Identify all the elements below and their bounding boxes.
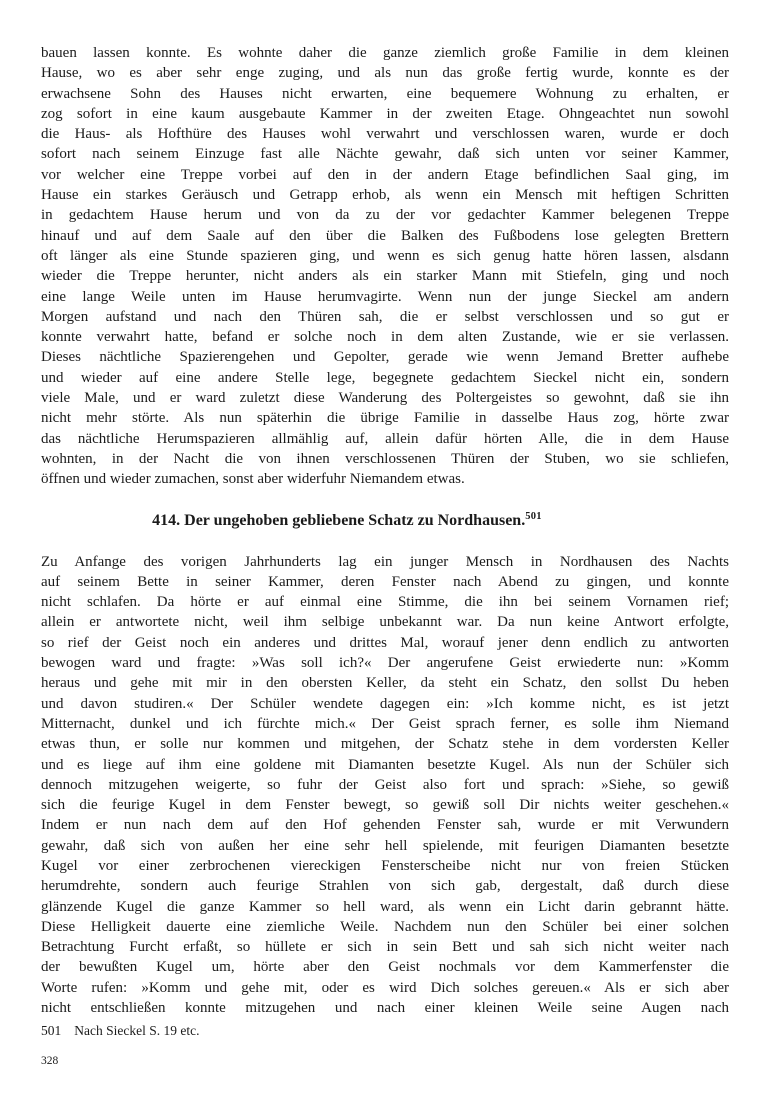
- text-line: bewogen ward und fragte: »Was soll ich?« Der angerufene Geist erwiederte nun: »Komm: [41, 655, 729, 672]
- text-line: wohnten, in der Nacht die von ihnen verschlossenen Thüren der Stuben, wo sie schliefen,: [41, 450, 729, 467]
- footnote: [41, 1022, 729, 1039]
- text-line: etwas thun, er solle nur kommen und mitgehen, der Schatz stehe in dem vordersten Keller: [41, 736, 729, 753]
- text-line: glänzende Kugel die ganze Kammer so hell ward, als wenn ein Licht darin gebrannt hätte.: [41, 898, 729, 915]
- footnote-marker: 501: [41, 1023, 62, 1039]
- text-line: Dieses nächtliche Spazierengehen und Gepolter, gerade wie wenn Jemand Bretter aufhebe: [41, 349, 729, 366]
- text-line: gewahr, daß sich von außen her eine sehr hell spielende, mit feurigen Diamanten besetzte: [41, 837, 729, 854]
- text-line: hinauf und auf dem Saale auf den über die Balken des Fußbodens lose gelegten Brettern: [41, 227, 729, 244]
- section-heading-title: 414. Der ungehoben gebliebene Schatz zu Nordhausen.: [152, 511, 526, 529]
- text-line: und es liege auf ihm eine goldene mit Diamanten besetzte Kugel. Als nun der Schüler sich: [41, 756, 729, 773]
- text-line: Diese Helligkeit dauerte eine ziemliche Weile. Nachdem nun den Schüler bei einer solchen: [41, 918, 729, 935]
- text-line: öffnen und wieder zumachen, sonst aber widerfuhr Niemandem etwas.: [41, 471, 465, 488]
- text-line: in gedachtem Hause herum und von da zu der vor gedachter Kammer belegenen Treppe: [41, 207, 729, 224]
- paragraph-continuation: [41, 43, 729, 490]
- paragraph-story: [41, 552, 729, 1019]
- text-line: bauen lassen konnte. Es wohnte daher die ganze ziemlich große Familie in dem kleinen: [41, 45, 729, 61]
- text-line: nicht schlafen. Da hörte er auf einmal eine Stimme, die ihn bei seinem Vornamen rief;: [41, 594, 729, 611]
- text-line: wieder die Treppe herunter, nicht anders als ein starker Mann mit Stiefeln, ging und noch: [41, 268, 729, 285]
- text-line: Kugel vor einer zerbrochenen viereckigen Fensterscheibe nicht nur von freien Stücken: [41, 857, 729, 874]
- text-line: zog sofort in eine kaum ausgebaute Kammer in der zweiten Etage. Ohngeachtet nun sowohl: [41, 105, 729, 122]
- text-line: heraus und gehe mit mir in den obersten Keller, da steht ein Schatz, den sollst Du heben: [41, 675, 729, 692]
- text-line: allein er antwortete nicht, weil ihm selbige unbekannt war. Da nun keine Antwort erfolgte,: [41, 614, 729, 631]
- text-line: Betrachtung Furcht erfaßt, so hüllete er sich in sein Bett und sah sich nicht weiter nach: [41, 939, 729, 956]
- footnote-reference-superscript: 501: [525, 511, 542, 523]
- text-line: so rief der Geist noch ein anderes und drittes Mal, worauf jener denn endlich zu antworten: [41, 634, 729, 651]
- text-line: erwachsene Sohn des Hauses nicht erwarten, eine bequemere Wohnung zu erhalten, er: [41, 85, 729, 102]
- text-line: das nächtliche Herumspazieren allmählig auf, allein dafür hörten Alle, die in dem Hause: [41, 430, 729, 447]
- text-line: viele Male, und er ward zuletzt diese Wanderung des Poltergeistes so gewohnt, daß sie ihn: [41, 390, 729, 407]
- text-line: dennoch mitzugehen weigerte, so fuhr der Geist also fort und sprach: »Siehe, so gewiß: [41, 776, 729, 793]
- text-line: und davon studiren.« Der Schüler wendete dagegen ein: »Ich komme nicht, es ist jetzt: [41, 695, 729, 712]
- text-line: die Haus- als Hofthüre des Hauses wohl verwahrt und verschlossen waren, wurde er doch: [41, 126, 729, 143]
- text-line: Mitternacht, dunkel und ich fürchte mich.« Der Geist sprach ferner, es solle ihm Niemand: [41, 715, 729, 732]
- text-line: Hause, wo es aber sehr enge zuging, und als nun das große fertig wurde, konnte es der: [41, 65, 729, 82]
- text-line: oft länger als eine Stunde spazieren ging, und wenn es sich genug hatte hören lassen, alsdann: [41, 247, 729, 264]
- text-line: vor welcher eine Treppe vorbei auf den in der andern Etage befindlichen Saal ging, im: [41, 166, 729, 183]
- text-line: Zu Anfange des vorigen Jahrhunderts lag ein junger Mensch in Nordhausen des Nachts: [41, 553, 729, 570]
- text-line: der bewußten Kugel um, hörte aber den Geist nochmals vor dem Kammerfenster die: [41, 959, 729, 976]
- text-line: sich die feurige Kugel in dem Fenster bewegt, so gewiß soll Dir nichts weiter geschehen.«: [41, 797, 729, 814]
- text-line: Worte rufen: »Komm und gehe mit, oder es wird Dich solches gereuen.« Als er sich aber: [41, 979, 729, 996]
- text-line: auf seinem Bette in seiner Kammer, deren Fenster nach Abend zu gingen, und konnte: [41, 573, 729, 590]
- text-line: Hause ein starkes Geräusch und Getrapp erhob, als wenn ein Mensch mit heftigen Schritten: [41, 187, 729, 204]
- text-line: eine lange Weile unten im Hause herumvagirte. Wenn nun der junge Sieckel am andern: [41, 288, 729, 305]
- text-line: herumdrehte, sondern auch feurige Strahlen von sich gab, dergestalt, daß durch diese: [41, 878, 729, 895]
- footnote-text: Nach Sieckel S. 19 etc.: [74, 1023, 200, 1039]
- section-heading: [3, 510, 691, 534]
- text-line: nicht entschließen konnte mitzugehen und nach einer kleinen Weile seine Augen nach: [41, 1000, 729, 1017]
- text-line: nicht mehr störte. Als nun späterhin die übrige Familie in dasselbe Haus zog, hörte zwar: [41, 410, 729, 427]
- page-number: 328: [41, 1055, 59, 1068]
- text-line: Morgen aufstand und nach den Thüren sah, die er selbst verschlossen und so gut er: [41, 308, 729, 325]
- text-line: konnte verwahrt hatte, befand er solche noch in dem alten Zustande, wie er sie verlassen.: [41, 329, 729, 346]
- text-line: Indem er nun nach dem auf den Hof gehenden Fenster sah, wurde er mit Verwundern: [41, 817, 729, 834]
- text-line: und wieder auf eine andere Stelle lege, begegnete gedachtem Sieckel nicht ein, sondern: [41, 369, 729, 386]
- text-line: sofort nach seinem Einzuge fast alle Nächte gewahr, daß sich unten vor seiner Kammer,: [41, 146, 729, 163]
